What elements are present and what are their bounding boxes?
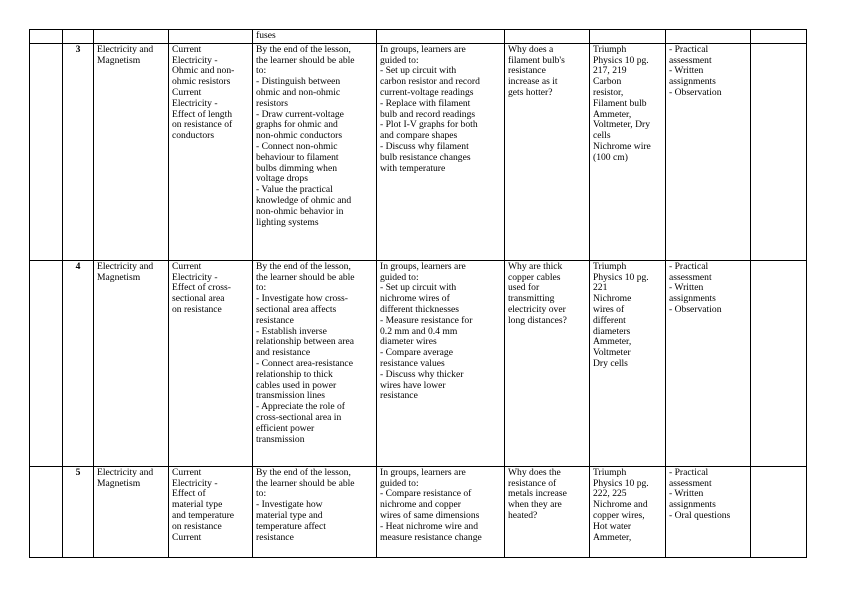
cell-line: Electricity -	[172, 271, 218, 283]
cell-line: non-ohmic conductors	[256, 130, 343, 142]
cell-line: material type	[172, 499, 223, 511]
cell-line: carbon resistor and record	[380, 76, 480, 88]
cell-line: Ohmic and non-	[172, 65, 235, 77]
cell-line: guided to:	[380, 477, 419, 489]
cell-line: measure resistance change	[380, 531, 482, 543]
cell-line: Current	[172, 531, 202, 543]
cell-line: Why does the	[508, 466, 561, 478]
cell-line: - Practical	[669, 260, 709, 272]
cell-line: - Set up circuit with	[380, 282, 457, 294]
scheme-of-work-table	[29, 29, 807, 558]
cell-remarks	[751, 466, 807, 557]
cell-line: sectional area	[172, 293, 225, 305]
cell-learning-outcomes	[253, 43, 377, 260]
cell-experiences	[377, 30, 505, 44]
cell-line: bulb resistance changes	[380, 151, 471, 163]
cell-line: - Heat nichrome wire and	[380, 520, 479, 532]
cell-line: Electricity -	[172, 97, 218, 109]
cell-line: - Written	[669, 282, 704, 294]
cell-line: and resistance	[256, 347, 311, 359]
cell-line: Effect of cross-	[172, 282, 231, 294]
cell-learning-experiences	[377, 260, 505, 466]
cell-line: with temperature	[380, 162, 446, 174]
cell-line: 222, 225	[593, 488, 627, 500]
cell-line: - Written	[669, 65, 704, 77]
cell-line: Effect of	[172, 488, 206, 500]
cell-line: metals increase	[508, 488, 567, 500]
cell-line: to:	[256, 282, 267, 294]
cell-learning-resources	[590, 43, 666, 260]
cell-lesson-number: 3	[63, 43, 94, 260]
cell-line: bulb and record readings	[380, 108, 476, 120]
cell-line: Ammeter,	[593, 336, 632, 348]
cell-line: guided to:	[380, 54, 419, 66]
cell-line: - Appreciate the role of	[256, 401, 345, 413]
cell-key-inquiry-question	[505, 43, 590, 260]
cell-line: - Discuss why thicker	[380, 368, 464, 380]
cell-lesson	[63, 30, 94, 44]
cell-line: Nichrome wire	[593, 140, 651, 152]
cell-line: sectional area affects	[256, 303, 337, 315]
cell-key-inquiry-question	[505, 466, 590, 557]
cell-remarks	[751, 30, 807, 44]
cell-line: behaviour to filament	[256, 151, 339, 163]
cell-line: Triumph	[593, 466, 627, 478]
cell-assessment	[666, 466, 751, 557]
cell-line: Voltmeter, Dry	[593, 119, 650, 131]
cell-line: cells	[593, 130, 611, 142]
cell-line: resistance values	[380, 357, 445, 369]
cell-line: guided to:	[380, 271, 419, 283]
cell-line: Magnetism	[97, 271, 141, 283]
cell-line: By the end of the lesson,	[256, 260, 351, 272]
cell-line: and temperature	[172, 509, 235, 521]
cell-line: 221	[593, 282, 608, 294]
cell-line: assessment	[669, 271, 712, 283]
cell-line: In groups, learners are	[380, 43, 466, 55]
cell-line: ohmic resistors	[172, 76, 231, 88]
cell-sub-strand	[169, 466, 253, 557]
cell-assessment	[666, 260, 751, 466]
cell-line: - Establish inverse	[256, 325, 327, 337]
cell-line: - Compare resistance of	[380, 488, 472, 500]
cell-line: assessment	[669, 54, 712, 66]
cell-line: - Connect non-ohmic	[256, 140, 338, 152]
cell-line: assignments	[669, 293, 716, 305]
cell-learning-outcomes	[253, 466, 377, 557]
cell-line: wires of	[593, 303, 625, 315]
cell-line: Triumph	[593, 43, 627, 55]
cell-line: Electricity and	[97, 260, 154, 272]
cell-line: Physics 10 pg.	[593, 54, 649, 66]
cell-line: current-voltage readings	[380, 86, 474, 98]
cell-resources	[590, 30, 666, 44]
cell-line: - Replace with filament	[380, 97, 471, 109]
cell-line: resistance	[380, 390, 418, 402]
table-row	[30, 260, 807, 466]
cell-sub-strand	[169, 30, 253, 44]
cell-line: graphs for ohmic and	[256, 119, 338, 131]
cell-line: nichrome and copper	[380, 499, 461, 511]
cell-strand	[94, 466, 169, 557]
cell-line: the learner should be able	[256, 54, 355, 66]
cell-key-inquiry-question	[505, 260, 590, 466]
cell-sub-strand	[169, 43, 253, 260]
cell-line: the learner should be able	[256, 477, 355, 489]
cell-line: Physics 10 pg.	[593, 271, 649, 283]
cell-line: - Plot I-V graphs for both	[380, 119, 478, 131]
cell-line: to:	[256, 488, 267, 500]
cell-line: knowledge of ohmic and	[256, 194, 352, 206]
cell-line: - Investigate how cross-	[256, 293, 348, 305]
cell-outcomes: fuses	[253, 30, 377, 44]
cell-line: long distances?	[508, 314, 567, 326]
cell-line: Current	[172, 86, 202, 98]
cell-line: - Observation	[669, 303, 722, 315]
cell-line: wires have lower	[380, 379, 446, 391]
cell-line: electricity over	[508, 303, 566, 315]
cell-line: bulbs dimming when	[256, 162, 338, 174]
cell-line: resistance	[256, 531, 294, 543]
cell-line: conductors	[172, 130, 215, 142]
cell-line: and compare shapes	[380, 130, 458, 142]
cell-line: - Practical	[669, 43, 709, 55]
cell-line: By the end of the lesson,	[256, 43, 351, 55]
cell-line: Current	[172, 260, 202, 272]
cell-line: Why are thick	[508, 260, 563, 272]
cell-learning-experiences	[377, 466, 505, 557]
cell-line: cables used in power	[256, 379, 337, 391]
cell-line: efficient power	[256, 422, 315, 434]
cell-line: Filament bulb	[593, 97, 647, 109]
cell-line: Magnetism	[97, 54, 141, 66]
cell-line: 0.2 mm and 0.4 mm	[380, 325, 458, 337]
cell-line: (100 cm)	[593, 151, 628, 163]
cell-line: Triumph	[593, 260, 627, 272]
cell-learning-resources	[590, 466, 666, 557]
cell-lesson-number: 4	[63, 260, 94, 466]
cell-week	[30, 260, 63, 466]
cell-line: increase as it	[508, 76, 558, 88]
cell-line: By the end of the lesson,	[256, 466, 351, 478]
cell-week	[30, 43, 63, 260]
cell-line: Current	[172, 43, 202, 55]
cell-line: relationship to thick	[256, 368, 333, 380]
cell-line: resistance of	[508, 477, 557, 489]
scheme-of-work-page	[29, 29, 807, 558]
cell-line: different thicknesses	[380, 303, 459, 315]
cell-line: diameter wires	[380, 336, 437, 348]
cell-line: Physics 10 pg.	[593, 477, 649, 489]
cell-line: resistor,	[593, 86, 624, 98]
cell-line: Nichrome and	[593, 499, 648, 511]
cell-line: - Connect area-resistance	[256, 357, 353, 369]
cell-line: Electricity and	[97, 43, 154, 55]
cell-strand	[94, 260, 169, 466]
cell-line: different	[593, 314, 626, 326]
cell-lesson-number: 5	[63, 466, 94, 557]
cell-line: Voltmeter	[593, 347, 631, 359]
cell-line: material type and	[256, 509, 323, 521]
cell-line: - Distinguish between	[256, 76, 341, 88]
table-row	[30, 466, 807, 557]
cell-line: In groups, learners are	[380, 466, 466, 478]
cell-line: Nichrome	[593, 293, 632, 305]
cell-line: on resistance	[172, 303, 222, 315]
cell-line: wires of same dimensions	[380, 509, 480, 521]
cell-line: Ammeter,	[593, 108, 632, 120]
cell-assessment	[666, 30, 751, 44]
cell-line: transmitting	[508, 293, 555, 305]
table-row-continuation	[30, 30, 807, 44]
cell-line: temperature affect	[256, 520, 326, 532]
cell-line: the learner should be able	[256, 271, 355, 283]
table-row	[30, 43, 807, 260]
cell-line: to:	[256, 65, 267, 77]
cell-question	[505, 30, 590, 44]
cell-line: transmission lines	[256, 390, 326, 402]
cell-remarks	[751, 43, 807, 260]
cell-line: - Written	[669, 488, 704, 500]
cell-line: Effect of length	[172, 108, 233, 120]
cell-line: on resistance	[172, 520, 222, 532]
cell-line: - Draw current-voltage	[256, 108, 344, 120]
cell-sub-strand	[169, 260, 253, 466]
cell-week	[30, 30, 63, 44]
cell-line: - Observation	[669, 86, 722, 98]
cell-line: transmission	[256, 433, 305, 445]
cell-line: relationship between area	[256, 336, 355, 348]
cell-line: ohmic and non-ohmic	[256, 86, 341, 98]
cell-learning-resources	[590, 260, 666, 466]
cell-line: diameters	[593, 325, 631, 337]
cell-line: - Practical	[669, 466, 709, 478]
cell-line: gets hotter?	[508, 86, 553, 98]
cell-line: assignments	[669, 499, 716, 511]
cell-line: copper cables	[508, 271, 561, 283]
cell-line: voltage drops	[256, 173, 308, 185]
cell-line: Current	[172, 466, 202, 478]
cell-line: Electricity -	[172, 54, 218, 66]
cell-line: - Set up circuit with	[380, 65, 457, 77]
cell-line: - Value the practical	[256, 184, 333, 196]
cell-line: when they are	[508, 499, 562, 511]
cell-remarks	[751, 260, 807, 466]
cell-line: on resistance of	[172, 119, 233, 131]
cell-line: filament bulb's	[508, 54, 565, 66]
cell-line: Ammeter,	[593, 531, 632, 543]
cell-line: - Investigate how	[256, 499, 323, 511]
cell-strand	[94, 30, 169, 44]
cell-line: assessment	[669, 477, 712, 489]
cell-assessment	[666, 43, 751, 260]
cell-line: resistance	[256, 314, 294, 326]
cell-line: Why does a	[508, 43, 554, 55]
cell-line: Hot water	[593, 520, 632, 532]
cell-line: Carbon	[593, 76, 622, 88]
cell-learning-experiences	[377, 43, 505, 260]
cell-line: - Oral questions	[669, 509, 731, 521]
cell-line: Magnetism	[97, 477, 141, 489]
cell-line: used for	[508, 282, 540, 294]
cell-line: heated?	[508, 509, 538, 521]
cell-line: Electricity and	[97, 466, 154, 478]
cell-learning-outcomes	[253, 260, 377, 466]
cell-line: In groups, learners are	[380, 260, 466, 272]
cell-line: Dry cells	[593, 357, 628, 369]
cell-week	[30, 466, 63, 557]
cell-line: non-ohmic behavior in	[256, 205, 344, 217]
cell-line: 217, 219	[593, 65, 627, 77]
cell-line: copper wires,	[593, 509, 645, 521]
cell-line: resistors	[256, 97, 288, 109]
cell-line: - Discuss why filament	[380, 140, 469, 152]
cell-line: lighting systems	[256, 216, 319, 228]
cell-line: Electricity -	[172, 477, 218, 489]
cell-line: assignments	[669, 76, 716, 88]
cell-line: - Measure resistance for	[380, 314, 473, 326]
cell-strand	[94, 43, 169, 260]
cell-line: cross-sectional area in	[256, 411, 342, 423]
cell-line: nichrome wires of	[380, 293, 450, 305]
cell-line: - Compare average	[380, 347, 453, 359]
cell-line: resistance	[508, 65, 546, 77]
